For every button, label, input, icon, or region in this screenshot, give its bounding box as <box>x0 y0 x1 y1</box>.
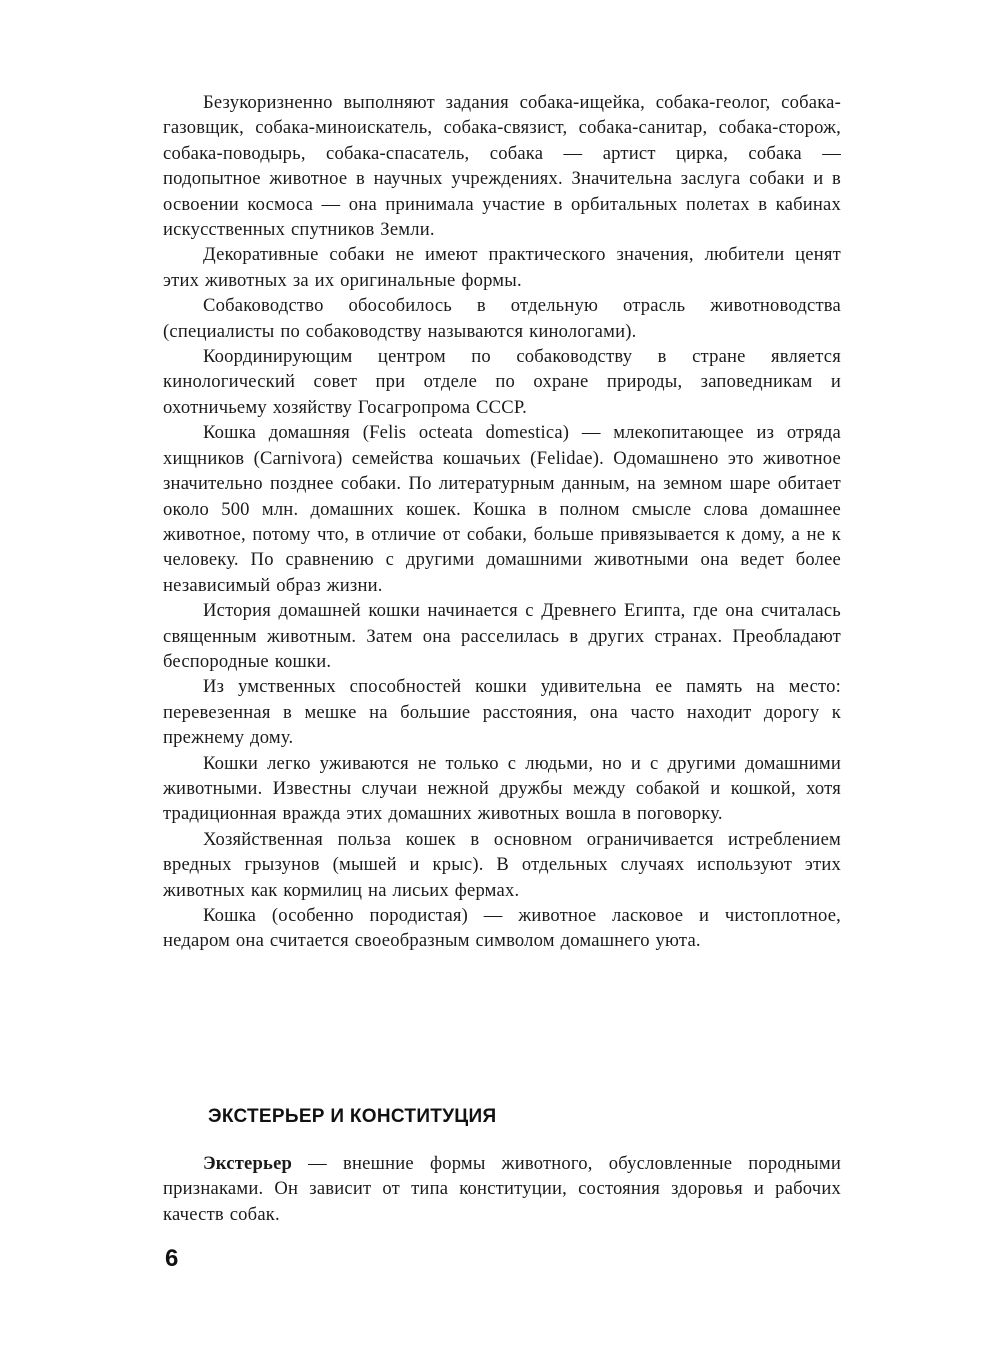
section-heading: ЭКСТЕРЬЕР И КОНСТИТУЦИЯ <box>208 1106 497 1127</box>
paragraph-cynological-council: Координирующим центром по собаководству в стране является кинологический совет при отделе по охране природы, заповедникам и охотничьему хозяйству Госагропрома СССР. <box>163 346 841 418</box>
paragraph-dog-jobs: Безукоризненно выполняют задания собака-ищейка, собака-геолог, собака-газовщик, собака-миноискатель, собака-связист, собака-санитар, собака-сторож, собака-поводырь, собака-спасатель, собака — артист цирка, собака — подопытное животное в научных учреждениях. Значительна заслуга собаки и в освоении космоса — она принимала участие в орбитальных полетах в кабинах искусственных спутников Земли. <box>163 92 841 241</box>
paragraph-domestic-cat: Кошка домашняя (Felis octeata domestica) — млекопитающее из отряда хищников (Carnivora) семейства кошачьих (Felidae). Одомашнено это животное значительно позднее собаки. По литературным данным, на земном шаре обитает около 500 млн. домашних кошек. Кошка в полном смысле слова домашнее животное, потому что, в отличие от собаки, больше привязывается к дому, а не к человеку. По сравнению с другими домашними животными она ведет более независимый образ жизни. <box>163 422 841 596</box>
body-text <box>163 90 841 954</box>
paragraph-exterior-definition <box>163 1151 841 1227</box>
paragraph-cat-history: История домашней кошки начинается с Древнего Египта, где она считалась священным животным. Затем она расселилась в других странах. Преобладают беспородные кошки. <box>163 600 841 672</box>
paragraph-decorative-dogs: Декоративные собаки не имеют практического значения, любители ценят этих животных за их оригинальные формы. <box>163 244 841 291</box>
section-body <box>163 1151 841 1227</box>
paragraph-dog-breeding: Собаководство обособилось в отдельную отрасль животноводства (специалисты по собаководству называются кинологами). <box>163 295 841 342</box>
term-exterior: Экстерьер <box>203 1153 293 1174</box>
paragraph-cat-usefulness: Хозяйственная польза кошек в основном ограничивается истреблением вредных грызунов (мышей и крыс). В отдельных случаях используют этих животных как кормилиц на лисьих фермах. <box>163 828 841 901</box>
page-number: 6 <box>165 1245 179 1272</box>
definition-exterior: — внешние формы животного, обусловленные породными признаками. Он зависит от типа конституции, состояния здоровья и рабочих качеств собак. <box>163 1153 841 1225</box>
paragraph-cat-character: Кошка (особенно породистая) — животное ласковое и чистоплотное, недаром она считается своеобразным символом домашнего уюта. <box>163 905 841 952</box>
paragraph-cat-friendship: Кошки легко уживаются не только с людьми, но и с другими домашними животными. Известны случаи нежной дружбы между собакой и кошкой, хотя традиционная вражда этих домашних животных вошла в поговорку. <box>163 752 841 825</box>
paragraph-cat-memory: Из умственных способностей кошки удивительна ее память на место: перевезенная в мешке на большие расстояния, она часто находит дорогу к прежнему дому. <box>163 676 841 749</box>
